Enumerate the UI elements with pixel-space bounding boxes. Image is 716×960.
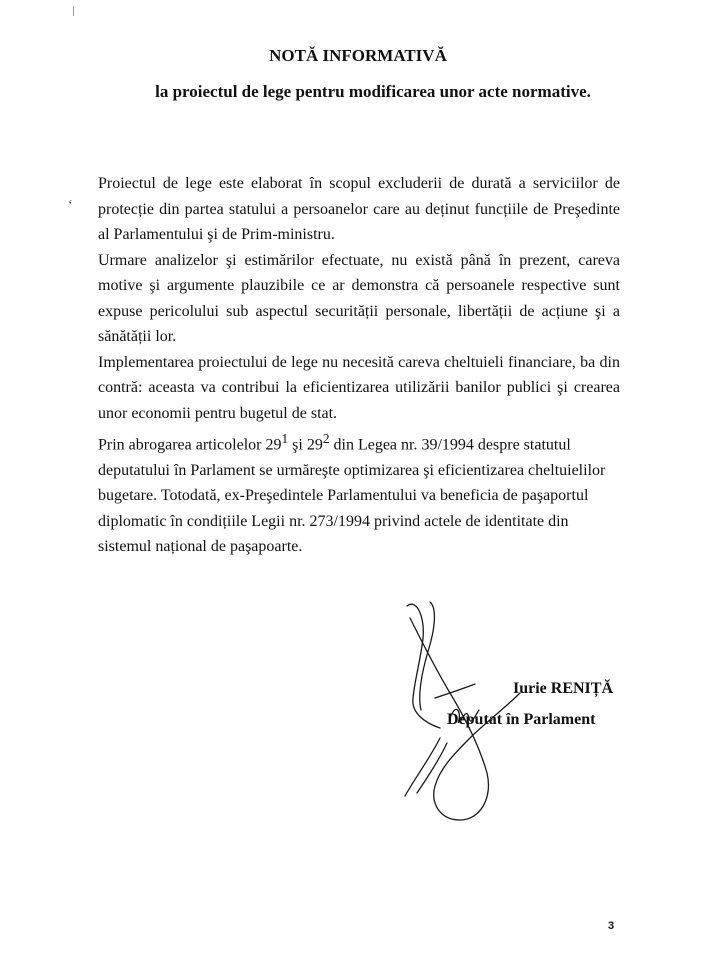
paragraph-4 [98,426,620,560]
paragraph-4-part-2: şi 29 [288,436,323,454]
document-title: NOTĂ INFORMATIVĂ [269,46,447,65]
document-subtitle: la proiectul de lege pentru modificarea unor acte normative. [155,82,591,101]
superscript-2: 2 [322,431,330,446]
paragraph-3: Implementarea proiectului de lege nu necesită careva cheltuieli financiare, ba din contră: aceasta va contribui la eficientizarea utilizării banilor publici şi crearea unor economii pentru bugetul de stat. [98,353,620,422]
signatory-position: Deputat în Parlament [447,711,596,728]
signatory-name: Iurie RENIȚĂ [513,680,614,697]
paragraph-1: Proiectul de lege este elaborat în scopul excluderii de durată a serviciilor de protecție din partea statului a persoanelor care au deținut funcțiile de Preşedinte al Parlamentului şi de Prim-ministru. [98,175,620,243]
paragraph-4-part-1: Prin abrogarea articolelor 29 [98,436,282,454]
paragraph-4-part-3: din Legea nr. 39/1994 despre statutul deputatului în Parlament se urmăreşte optimizarea şi eficientizarea cheltuielilor bugetare. Totodată, ex-Preşedintele Parlamentului va beneficia de paşaportul diplomatic în condițiile Legii nr. 273/1994 privind actele de identitate din sistemul național de paşapoarte. [98,436,606,556]
document-body [98,171,620,560]
paragraph-2: Urmare analizelor şi estimărilor efectuate, nu există până în prezent, careva motive şi argumente plauzibile ce ar demonstra că persoanele respective sunt expuse pericolului sub aspectul securității personale, libertății de acțiune şi a sănătății lor. [98,251,620,345]
superscript-1: 1 [281,431,289,446]
page-number: 3 [608,920,615,932]
margin-mark: ‘ [68,198,73,213]
scan-tick-mark [73,6,74,16]
